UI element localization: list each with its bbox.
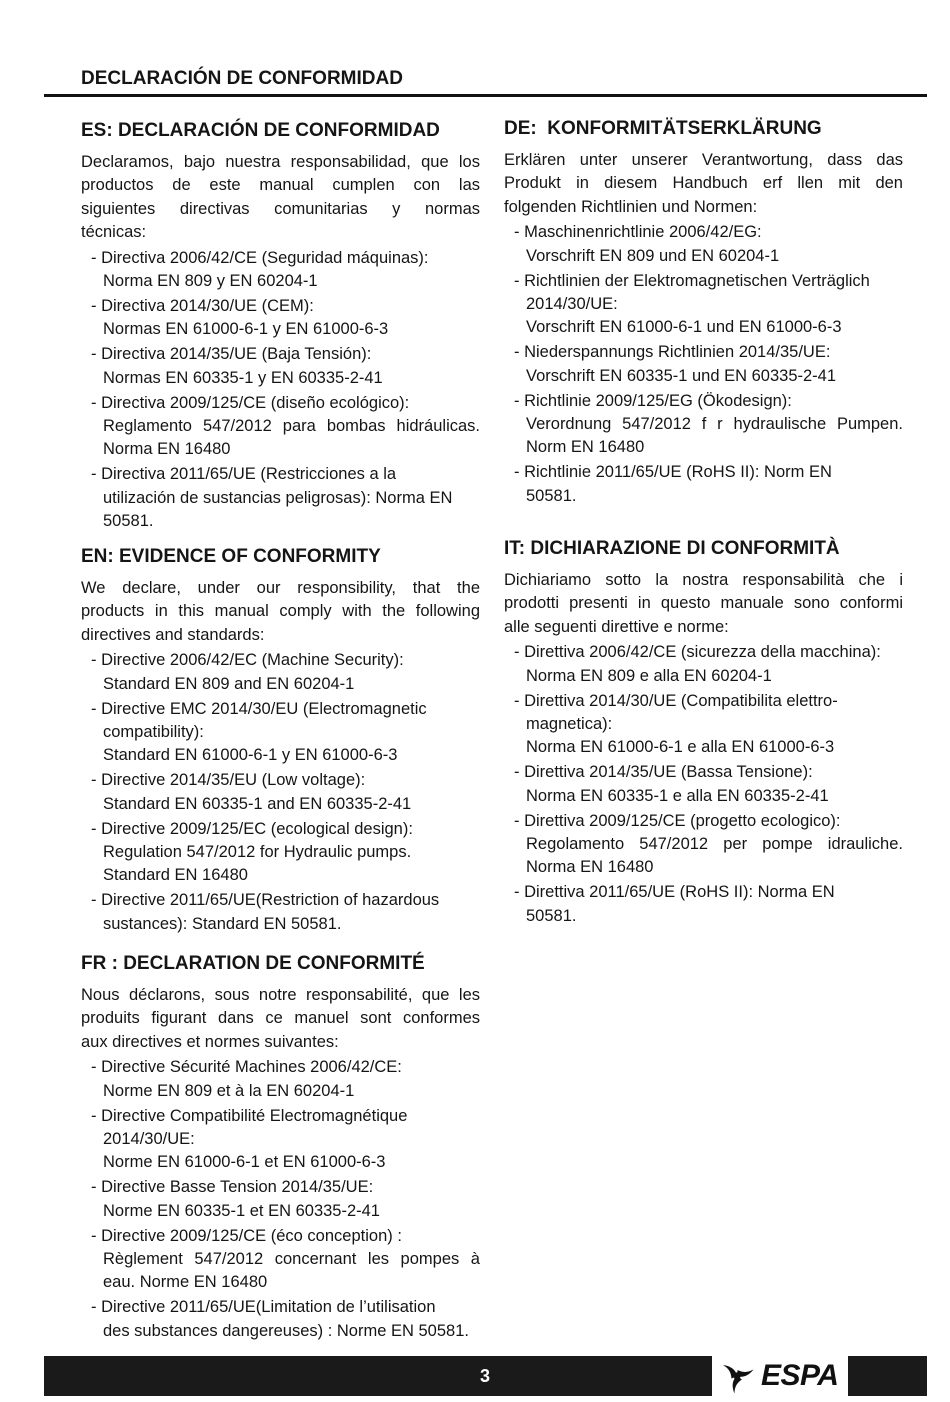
directive-item	[504, 761, 903, 808]
section-es	[81, 119, 480, 534]
directive-title: - Richtlinien der Elektromagnetischen Verträglich	[514, 271, 870, 290]
directive-title: - Direttiva 2009/125/CE (progetto ecologico):	[514, 811, 841, 830]
directive-item	[504, 390, 903, 460]
intro-line: siguientes directivas comunitarias y normas	[81, 199, 480, 218]
intro-line: alle seguenti direttive e norme:	[504, 617, 729, 636]
directive-title: - Direttiva 2014/30/UE (Compatibilita elettro-	[514, 691, 838, 710]
directive-title: - Directiva 2014/35/UE (Baja Tensión):	[91, 345, 372, 364]
page-number: 3	[479, 1366, 490, 1386]
section-de	[504, 117, 903, 508]
directive-title: - Directiva 2006/42/CE (Seguridad máquinas):	[91, 248, 429, 267]
intro-line: productos de este manual cumplen con las	[81, 176, 480, 195]
directive-line: Norma EN 16480	[526, 858, 654, 877]
intro-line: Produkt in diesem Handbuch erf llen mit den	[504, 174, 903, 193]
section-heading: FR : DECLARATION DE CONFORMITÉ	[81, 953, 425, 974]
directive-list	[81, 247, 480, 534]
intro-line: products in this manual comply with the following	[81, 602, 480, 621]
directive-item	[81, 1056, 480, 1103]
directive-line: eau. Norme EN 16480	[103, 1273, 268, 1292]
directive-item	[81, 392, 480, 462]
intro-paragraph	[504, 569, 903, 639]
directive-title: - Directive EMC 2014/30/EU (Electromagnetic	[91, 699, 427, 718]
directive-line: Norme EN 60335-1 et EN 60335-2-41	[103, 1201, 380, 1220]
section-en	[81, 545, 480, 936]
directive-list	[81, 1056, 480, 1343]
directive-line: Normas EN 60335-1 y EN 60335-2-41	[103, 368, 383, 387]
intro-line: Nous déclarons, sous notre responsabilité, que les	[81, 986, 480, 1004]
directive-line: Normas EN 61000-6-1 y EN 61000-6-3	[103, 320, 389, 339]
directive-title: - Richtlinie 2011/65/UE (RoHS II): Norm EN	[514, 463, 832, 482]
section-heading: IT: DICHIARAZIONE DI CONFORMITÀ	[504, 538, 840, 559]
intro-line: técnicas:	[81, 223, 147, 242]
directive-title: - Directive Sécurité Machines 2006/42/CE:	[91, 1058, 402, 1077]
intro-line: folgenden Richtlinien und Normen:	[504, 197, 758, 216]
directive-item	[81, 295, 480, 342]
directive-line: sustances): Standard EN 50581.	[103, 914, 342, 933]
directive-line: Standard EN 16480	[103, 866, 248, 885]
espa-logo	[712, 1356, 848, 1396]
directive-item	[504, 641, 903, 688]
intro-line: Dichiariamo sotto la nostra responsabilità che i	[504, 571, 903, 589]
directive-line: des substances dangereuses) : Norme EN 50581.	[103, 1321, 469, 1340]
directive-line: Règlement 547/2012 concernant les pompes à	[103, 1249, 480, 1268]
directive-title: - Directive 2011/65/UE(Limitation de l’utilisation	[91, 1298, 436, 1317]
directive-title: - Directive 2009/125/CE (éco conception) :	[91, 1226, 402, 1245]
directive-list	[504, 641, 903, 928]
directive-item	[81, 247, 480, 294]
directive-title: - Directive Basse Tension 2014/35/UE:	[91, 1178, 374, 1197]
directive-item	[81, 889, 480, 936]
directive-line: Reglamento 547/2012 para bombas hidráulicas.	[103, 416, 480, 435]
directive-item	[81, 649, 480, 696]
directive-line: Standard EN 61000-6-1 y EN 61000-6-3	[103, 746, 398, 765]
directive-title: - Directiva 2009/125/CE (diseño ecológico):	[91, 393, 410, 412]
directive-line: Vorschrift EN 60335-1 und EN 60335-2-41	[526, 366, 837, 385]
directive-title: - Directive 2014/35/EU (Low voltage):	[91, 771, 366, 790]
directive-item	[81, 1225, 480, 1295]
directive-list	[81, 649, 480, 936]
directive-title: - Directive 2011/65/UE(Restriction of hazardous	[91, 891, 440, 910]
directive-item	[81, 698, 480, 768]
directive-line: Norma EN 60335-1 e alla EN 60335-2-41	[526, 786, 829, 805]
directive-title: - Directive Compatibilité Electromagnétique	[91, 1106, 408, 1125]
section-heading: EN: EVIDENCE OF CONFORMITY	[81, 546, 381, 567]
directive-item	[504, 810, 903, 880]
directive-line: magnetica):	[526, 714, 613, 733]
directive-item	[81, 343, 480, 390]
directive-line: Norme EN 809 et à la EN 60204-1	[103, 1081, 355, 1100]
directive-line: 50581.	[526, 486, 577, 505]
directive-line: Vorschrift EN 61000-6-1 und EN 61000-6-3	[526, 318, 842, 337]
intro-line: Erklären unter unserer Verantwortung, dass das	[504, 151, 903, 169]
directive-line: Verordnung 547/2012 f r hydraulische Pumpen.	[526, 414, 903, 433]
directive-item	[504, 881, 903, 928]
directive-line: 2014/30/UE:	[103, 1129, 195, 1148]
directive-item	[81, 463, 480, 533]
directive-line: Standard EN 809 and EN 60204-1	[103, 674, 355, 693]
directive-line: 50581.	[103, 512, 154, 531]
directive-line: Norme EN 61000-6-1 et EN 61000-6-3	[103, 1153, 386, 1172]
directive-line: compatibility):	[103, 722, 204, 741]
directive-title: - Directiva 2011/65/UE (Restricciones a la	[91, 465, 397, 484]
directive-title: - Directive 2009/125/EC (ecological design):	[91, 819, 413, 838]
directive-item	[81, 1296, 480, 1343]
directive-item	[81, 1105, 480, 1175]
espa-impeller-icon	[716, 1359, 758, 1393]
directive-line: Vorschrift EN 809 und EN 60204-1	[526, 246, 780, 265]
page-title: DECLARACIÓN DE CONFORMIDAD	[81, 68, 403, 89]
directive-item	[504, 270, 903, 340]
directive-item	[504, 461, 903, 508]
directive-line: Norma EN 16480	[103, 440, 231, 459]
directive-title: - Directive 2006/42/EC (Machine Security):	[91, 651, 404, 670]
directive-item	[81, 1176, 480, 1223]
intro-line: We declare, under our responsibility, that the	[81, 579, 480, 597]
espa-logo-text: ESPA	[761, 1359, 839, 1392]
header-rule	[44, 94, 927, 97]
intro-paragraph	[504, 149, 903, 219]
section-fr	[81, 952, 480, 1343]
intro-line: prodotti presenti in questo manuale sono conformi	[504, 594, 903, 613]
directive-line: utilización de sustancias peligrosas): Norma EN	[103, 488, 453, 507]
directive-line: 50581.	[526, 906, 577, 925]
directive-item	[81, 769, 480, 816]
directive-line: Regolamento 547/2012 per pompe idrauliche.	[526, 834, 903, 853]
directive-title: - Maschinenrichtlinie 2006/42/EG:	[514, 223, 762, 242]
directive-title: - Richtlinie 2009/125/EG (Ökodesign):	[514, 391, 792, 410]
section-heading: ES: DECLARACIÓN DE CONFORMIDAD	[81, 120, 440, 141]
directive-item	[81, 818, 480, 888]
intro-paragraph	[81, 984, 480, 1054]
directive-title: - Direttiva 2014/35/UE (Bassa Tensione):	[514, 763, 813, 782]
directive-title: - Niederspannungs Richtlinien 2014/35/UE:	[514, 343, 831, 362]
intro-line: directives and standards:	[81, 625, 265, 644]
directive-line: Standard EN 60335-1 and EN 60335-2-41	[103, 794, 412, 813]
directive-line: Norma EN 809 e alla EN 60204-1	[526, 666, 772, 685]
section-heading: DE: KONFORMITÄTSERKLÄRUNG	[504, 118, 822, 139]
intro-paragraph	[81, 577, 480, 647]
directive-item	[504, 690, 903, 760]
directive-line: Norma EN 61000-6-1 e alla EN 61000-6-3	[526, 738, 835, 757]
intro-paragraph	[81, 151, 480, 245]
directive-list	[504, 221, 903, 508]
intro-line: aux directives et normes suivantes:	[81, 1032, 339, 1051]
section-it	[504, 537, 903, 928]
directive-title: - Direttiva 2011/65/UE (RoHS II): Norma EN	[514, 883, 835, 902]
directive-title: - Directiva 2014/30/UE (CEM):	[91, 296, 314, 315]
intro-line: Declaramos, bajo nuestra responsabilidad, que los	[81, 153, 480, 171]
directive-title: - Direttiva 2006/42/CE (sicurezza della macchina):	[514, 643, 881, 662]
directive-item	[504, 341, 903, 388]
directive-item	[504, 221, 903, 268]
directive-line: Norma EN 809 y EN 60204-1	[103, 272, 318, 291]
directive-line: 2014/30/UE:	[526, 294, 618, 313]
intro-line: produits figurant dans ce manuel sont conformes	[81, 1009, 480, 1028]
directive-line: Regulation 547/2012 for Hydraulic pumps.	[103, 842, 412, 861]
directive-line: Norm EN 16480	[526, 438, 645, 457]
